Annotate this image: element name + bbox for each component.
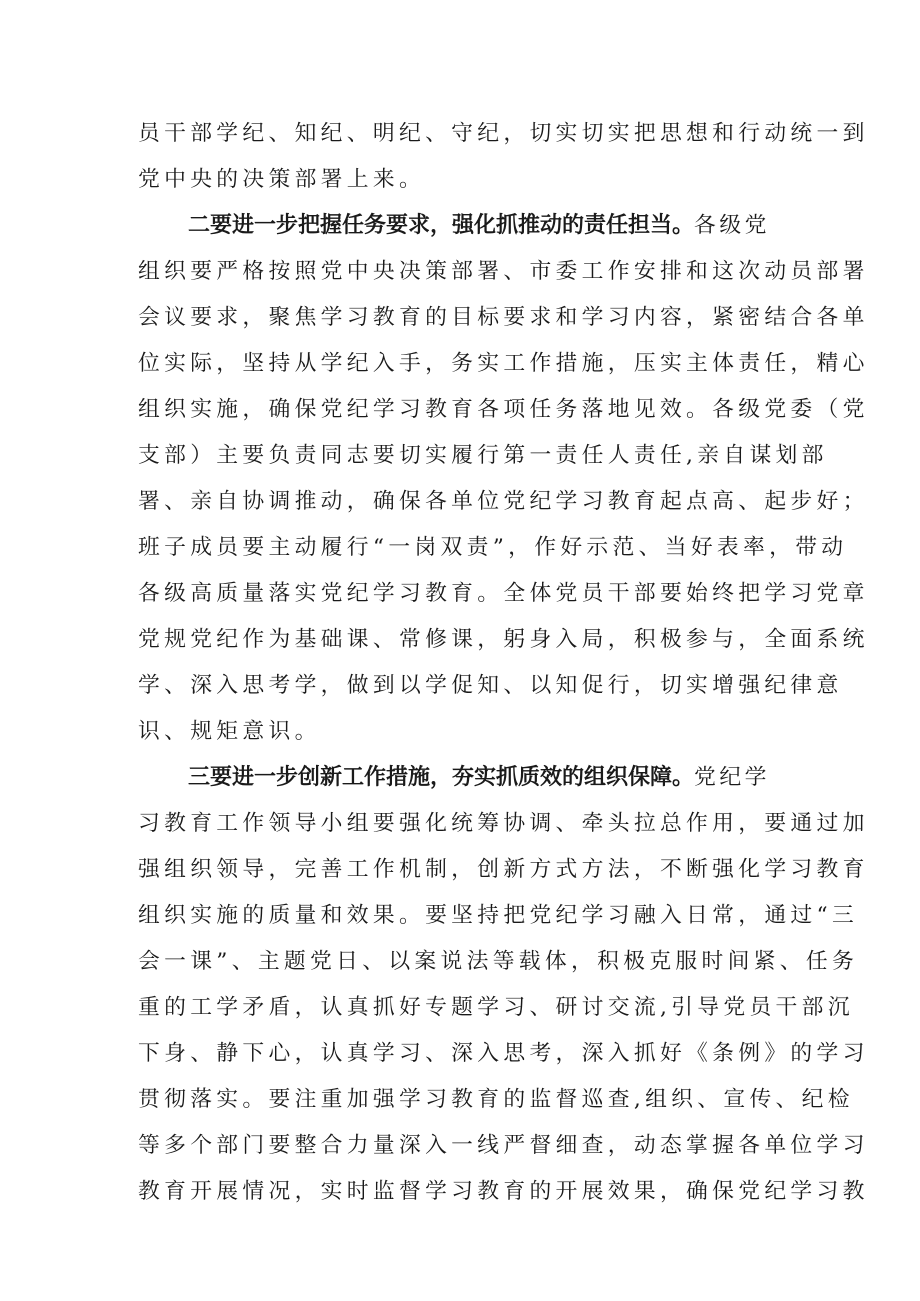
text-run: 党纪学 (694, 765, 770, 790)
text-line: 习教育工作领导小组要强化统筹协调、牵头拉总作用，要通过加 (138, 811, 869, 836)
section-heading-2: 二要进一步把握任务要求，强化抓推动的责任担当。 (188, 213, 695, 238)
text-line: 组织实施，确保党纪学习教育各项任务落地见效。各级党委（党 (138, 397, 869, 422)
text-line: 贯彻落实。要注重加强学习教育的监督巡查,组织、宣传、纪检 (138, 1087, 854, 1112)
text-line: 重的工学矛盾，认真抓好专题学习、研讨交流,引导党员干部沉 (138, 995, 854, 1020)
text-line: 会议要求，聚焦学习教育的目标要求和学习内容，紧密结合各单 (138, 305, 869, 330)
text-line: 组织实施的质量和效果。要坚持把党纪学习融入日常，通过“三 (138, 903, 859, 928)
text-line: 组织要严格按照党中央决策部署、市委工作安排和这次动员部署 (138, 259, 869, 284)
text-line: 各级高质量落实党纪学习教育。全体党员干部要始终把学习党章 (138, 581, 869, 606)
section-heading-3: 三要进一步创新工作措施，夯实抓质效的组织保障。 (188, 765, 695, 790)
text-line: 下身、静下心，认真学习、深入思考，深入抓好《条例》的学习 (138, 1041, 869, 1066)
text-line: 班子成员要主动履行“一岗双责”，作好示范、当好表率，带动 (138, 535, 848, 560)
text-line: 教育开展情况，实时监督学习教育的开展效果，确保党纪学习教 (138, 1179, 869, 1204)
text-line: 员干部学纪、知纪、明纪、守纪，切实切实把思想和行动统一到 (138, 121, 869, 146)
text-line: 位实际，坚持从学纪入手，务实工作措施，压实主体责任，精心 (138, 351, 869, 376)
paragraph-heading-line (188, 758, 770, 798)
text-line: 强组织领导，完善工作机制，创新方式方法，不断强化学习教育 (138, 857, 869, 882)
text-line: 支部）主要负责同志要切实履行第一责任人责任,亲自谋划部 (138, 443, 828, 468)
text-line: 学、深入思考学，做到以学促知、以知促行，切实增强纪律意 (138, 673, 843, 698)
text-line: 识、规矩意识。 (138, 719, 321, 744)
text-line: 党中央的决策部署上来。 (138, 167, 426, 192)
paragraph-heading-line (188, 206, 770, 246)
text-line: 会一课”、主题党日、以案说法等载体，积极克服时间紧、任务 (138, 949, 859, 974)
text-line: 署、亲自协调推动，确保各单位党纪学习教育起点高、起步好； (138, 489, 869, 514)
text-line: 等多个部门要整合力量深入一线严督细查，动态掌握各单位学习 (138, 1133, 869, 1158)
text-line: 党规党纪作为基础课、常修课，躬身入局，积极参与，全面系统 (138, 627, 869, 652)
text-run: 各级党 (694, 213, 770, 238)
